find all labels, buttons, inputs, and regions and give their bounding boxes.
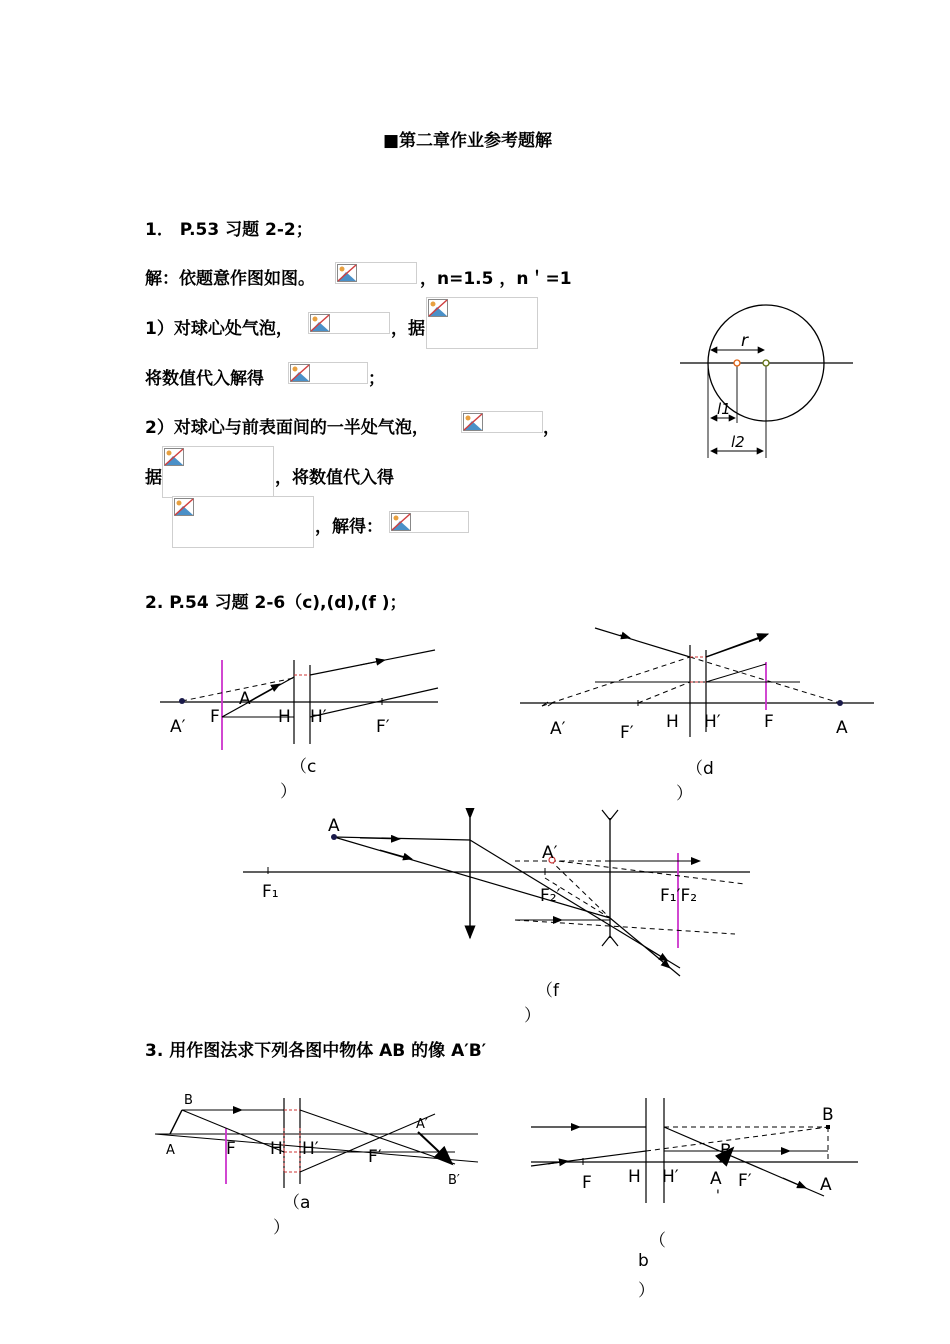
label-F-prime: F′ [620,723,634,743]
label-F: F [226,1139,236,1159]
image-A-prime-B-prime [418,1132,452,1164]
formula-image [461,411,543,433]
label-A-prime: A′ [416,1117,428,1132]
label-H: H [666,712,679,732]
figure-c [160,640,450,750]
problem1-solution-prefix: 解：依题意作图如图。 [145,269,315,289]
image-icon [391,513,411,531]
label-A: A [328,816,340,836]
figure-d [520,620,880,745]
label-H: H [628,1167,641,1187]
label-H-prime: H′ [310,707,327,727]
part2-text-a: 2）对球心与前表面间的一半处气泡， [145,418,429,438]
caption-b: （ [649,1231,666,1251]
image-icon [337,264,357,282]
label-B-image: B [720,1141,732,1161]
figure-b [528,1098,863,1208]
problem3-heading: 3. 用作图法求下列各图中物体 AB 的像 A′B′ [145,1041,487,1061]
label-H-prime: H′ [704,712,721,732]
label-B: B [822,1105,834,1125]
label-F-prime: F′ [376,717,390,737]
label-r: r [741,331,748,351]
bubble-half [734,360,740,366]
label-H: H [278,707,291,727]
label-F1: F₁ [262,882,279,902]
label-l2: l2 [731,433,745,451]
image-icon [428,299,448,317]
formula-image [308,312,390,334]
formula-image [389,511,469,533]
part2-text-d: ，将数值代入得 [275,468,394,488]
label-F1-prime-F2: F₁′F₂ [660,886,698,906]
formula-image [162,446,274,498]
label-B-prime: B′ [448,1173,460,1188]
caption-a: （a [283,1193,311,1213]
formula-image [172,496,314,548]
label-B: B [184,1093,193,1108]
problem2-heading: 2. P.54 习题 2-6（c),(d),(f )； [145,593,407,613]
label-F2-prime: F₂′ [540,886,561,906]
label-A: A [239,689,251,709]
caption-d-close: ） [676,784,693,804]
caption-a-close: ） [273,1218,290,1238]
label-F: F [764,712,774,732]
caption-b-close: ） [638,1281,655,1301]
part1-text-b: ，据 [391,319,425,339]
label-A: A [820,1175,832,1195]
image-icon [164,448,184,466]
part1-text-a: 1）对球心处气泡， [145,319,293,339]
label-H: H [270,1139,283,1159]
caption-c-close: ） [280,782,297,802]
label-A-image: A [710,1169,722,1189]
label-A-image-prime-mark: ' [716,1188,720,1204]
label-H-prime: H′ [302,1139,319,1159]
label-F: F [582,1173,592,1193]
label-A: A [166,1143,175,1158]
image-icon [310,314,330,332]
image-icon [174,498,194,516]
label-F: F [210,707,220,727]
label-A-prime: A′ [170,717,186,737]
caption-d: （d [686,759,714,779]
problem1-n-values: ，n=1.5 ，n＇=1 [420,269,572,289]
formula-image [426,297,538,349]
label-A-prime: A′ [542,843,558,863]
formula-image [288,362,368,384]
formula-image [335,262,417,284]
part2-text-b: ， [543,418,560,438]
page-title: ■第二章作业参考题解 [383,131,553,151]
label-A-prime: A′ [550,719,566,739]
image-icon [290,364,310,382]
problem1-heading: 1． P.53 习题 2-2； [145,220,313,240]
sphere-figure [675,298,865,468]
figure-a [150,1088,485,1193]
label-A: A [836,718,848,738]
part2-text-e: ，解得： [315,517,383,537]
object-AB [170,1110,182,1134]
part2-text-c: 据 [145,468,162,488]
bubble-center [763,360,769,366]
caption-b-letter: b [638,1251,649,1271]
label-l1: l1 [717,400,731,418]
image-icon [463,413,483,431]
part1-text-d: ； [368,369,385,389]
label-F-prime: F′ [368,1147,382,1167]
caption-c: （c [290,757,317,777]
caption-f-close: ） [524,1006,541,1026]
label-H-prime: H′ [662,1167,679,1187]
label-F-prime: F′ [738,1171,752,1191]
caption-f: （f [536,981,559,1001]
part1-text-c: 将数值代入解得 [145,369,264,389]
figure-f [240,808,760,983]
